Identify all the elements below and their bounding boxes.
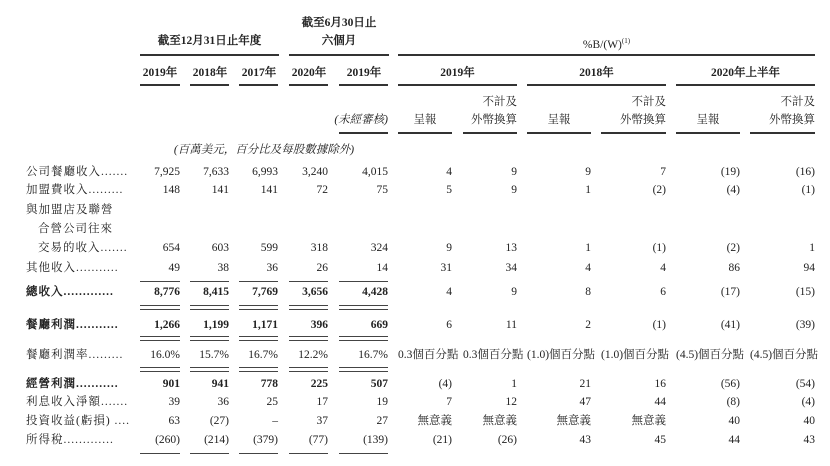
pct-change-cell: (1): [801, 184, 815, 196]
pct-subgroup-2018: 2018年: [579, 67, 614, 79]
pct-change-cell: (56): [720, 378, 740, 390]
pct-change-cell: (26): [497, 434, 517, 446]
double-rule: [140, 305, 180, 310]
value-cell: 324: [370, 242, 388, 254]
pct-change-cell: 1: [511, 378, 517, 390]
pct-change-cell: 9: [511, 184, 517, 196]
value-cell: 148: [162, 184, 180, 196]
pct-change-cell: (4.5)個百分點: [750, 349, 819, 361]
pct-change-cell: 47: [579, 396, 591, 408]
value-cell: –: [272, 415, 278, 427]
pct-change-cell: (4.5)個百分點: [676, 349, 745, 361]
pct-change-cell: 21: [579, 378, 591, 390]
pct-change-cell: (1.0)個百分點: [527, 349, 596, 361]
rule: [239, 281, 278, 282]
row-label: 與加盟店及聯營: [26, 204, 114, 216]
double-rule: [190, 367, 229, 372]
value-cell: 36: [217, 396, 229, 408]
value-cell: 16.0%: [150, 349, 180, 361]
col-header-2020h1: 2020年: [291, 67, 327, 79]
value-cell: 14: [376, 262, 388, 274]
pct-change-cell: 45: [654, 434, 666, 446]
value-cell: 27: [376, 415, 388, 427]
half-year-group-header-line1: 截至6月30日止: [301, 17, 377, 29]
pct-change-cell: 4: [660, 262, 666, 274]
rule: [676, 132, 740, 134]
pct-change-cell: 4: [585, 262, 591, 274]
double-rule: [239, 336, 278, 341]
sub-exfx-l1: 不計及: [631, 96, 666, 108]
rule: [527, 132, 591, 134]
sub-reported: 呈報: [547, 114, 571, 126]
row-label: 經營利潤...........: [26, 378, 119, 390]
units-note: (百萬美元，百分比及每股數據除外): [173, 144, 355, 156]
pct-change-cell: 40: [803, 415, 815, 427]
value-cell: 941: [211, 378, 229, 390]
pct-change-cell: 94: [803, 262, 815, 274]
value-cell: (379): [253, 434, 278, 446]
row-label: 加盟費收入.........: [26, 184, 124, 196]
value-cell: 4,428: [362, 286, 388, 298]
value-cell: 7,769: [252, 286, 278, 298]
rule: [463, 132, 517, 134]
pct-change-cell: 無意義: [556, 415, 591, 427]
rule: [398, 84, 517, 86]
pct-change-cell: (54): [795, 378, 815, 390]
rule: [750, 132, 815, 134]
pct-change-cell: 7: [660, 166, 666, 178]
value-cell: 16.7%: [358, 349, 388, 361]
pct-change-cell: (1): [652, 319, 666, 331]
pct-subgroup-2019: 2019年: [440, 67, 475, 79]
pct-change-cell: (4): [726, 184, 740, 196]
value-cell: 396: [310, 319, 328, 331]
rule: [398, 54, 815, 56]
pct-change-cell: 無意義: [417, 415, 452, 427]
half-year-group-header-line2: 六個月: [321, 35, 357, 47]
pct-change-cell: (41): [720, 319, 740, 331]
sub-exfx-l2: 外幣換算: [769, 114, 815, 126]
double-rule: [289, 367, 328, 372]
value-cell: 225: [310, 378, 328, 390]
unaudited-note: (未經審核): [334, 114, 388, 126]
rule: [140, 281, 180, 282]
pct-change-cell: 43: [579, 434, 591, 446]
value-cell: 1,199: [203, 319, 229, 331]
value-cell: (27): [209, 415, 229, 427]
value-cell: 72: [316, 184, 328, 196]
col-header-2018: 2018年: [192, 67, 228, 79]
pct-change-cell: 4: [446, 286, 452, 298]
double-rule: [339, 367, 388, 372]
pct-change-cell: (1.0)個百分點: [601, 349, 670, 361]
double-rule: [289, 305, 328, 310]
double-rule: [190, 305, 229, 310]
value-cell: 778: [260, 378, 278, 390]
row-label: 餐廳利潤率.........: [26, 349, 124, 361]
value-cell: 75: [376, 184, 388, 196]
value-cell: 669: [370, 319, 388, 331]
rule: [190, 453, 229, 454]
pct-change-cell: 44: [654, 396, 666, 408]
pct-change-cell: 9: [511, 166, 517, 178]
value-cell: 49: [168, 262, 180, 274]
pct-change-cell: 1: [585, 184, 591, 196]
value-cell: 599: [260, 242, 278, 254]
value-cell: 39: [168, 396, 180, 408]
rule: [339, 453, 388, 454]
pct-better-worse-header: $\%B/(W)^{(1)}$: [582, 37, 631, 51]
pct-change-cell: 12: [505, 396, 517, 408]
rule: [289, 84, 328, 86]
sub-exfx-l2: 外幣換算: [620, 114, 666, 126]
value-cell: 6,993: [252, 166, 278, 178]
pct-change-cell: 無意義: [631, 415, 666, 427]
sub-exfx-l1: 不計及: [780, 96, 815, 108]
value-cell: 8,415: [203, 286, 229, 298]
double-rule: [239, 367, 278, 372]
pct-change-cell: 1: [585, 242, 591, 254]
rule: [398, 132, 452, 134]
rule: [140, 84, 180, 86]
rule: [289, 453, 328, 454]
value-cell: (260): [155, 434, 180, 446]
rule: [676, 84, 815, 86]
pct-change-cell: 43: [803, 434, 815, 446]
value-cell: 16.7%: [248, 349, 278, 361]
pct-change-cell: 9: [446, 242, 452, 254]
rule: [601, 132, 666, 134]
value-cell: 7,925: [154, 166, 180, 178]
pct-change-cell: 1: [809, 242, 815, 254]
pct-change-cell: (17): [720, 286, 740, 298]
value-cell: (214): [204, 434, 229, 446]
double-rule: [190, 336, 229, 341]
pct-change-cell: 40: [728, 415, 740, 427]
value-cell: 25: [266, 396, 278, 408]
value-cell: 654: [162, 242, 180, 254]
pct-change-cell: (19): [720, 166, 740, 178]
value-cell: 15.7%: [199, 349, 229, 361]
pct-change-cell: 6: [660, 286, 666, 298]
col-header-2017: 2017年: [241, 67, 277, 79]
row-label: 利息收入淨額.......: [26, 396, 129, 408]
value-cell: (77): [308, 434, 328, 446]
col-header-2019h1: 2019年: [346, 67, 382, 79]
rule: [140, 453, 180, 454]
sub-reported: 呈報: [696, 114, 720, 126]
pct-change-cell: 6: [446, 319, 452, 331]
value-cell: 8,776: [154, 286, 180, 298]
rule: [289, 54, 389, 56]
value-cell: 38: [217, 262, 229, 274]
value-cell: 4,015: [362, 166, 388, 178]
pct-change-cell: 7: [446, 396, 452, 408]
value-cell: 507: [370, 378, 388, 390]
value-cell: 141: [211, 184, 229, 196]
rule: [339, 132, 388, 134]
pct-change-cell: (4): [801, 396, 815, 408]
double-rule: [339, 336, 388, 341]
pct-change-cell: 11: [505, 319, 517, 331]
pct-change-cell: 16: [654, 378, 666, 390]
pct-change-cell: 無意義: [482, 415, 517, 427]
pct-change-cell: 4: [446, 166, 452, 178]
rule: [339, 281, 388, 282]
value-cell: 1,171: [252, 319, 278, 331]
rule: [527, 84, 666, 86]
double-rule: [289, 336, 328, 341]
pct-change-cell: (1): [652, 242, 666, 254]
pct-change-cell: (15): [795, 286, 815, 298]
value-cell: (139): [363, 434, 388, 446]
rule: [190, 84, 229, 86]
row-label: 餐廳利潤...........: [26, 319, 119, 331]
rule: [289, 281, 328, 282]
pct-change-cell: 2: [585, 319, 591, 331]
rule: [239, 84, 278, 86]
pct-change-cell: (4): [438, 378, 452, 390]
row-label: 其他收入...........: [26, 262, 119, 274]
sub-reported: 呈報: [413, 114, 437, 126]
pct-change-cell: 9: [511, 286, 517, 298]
pct-change-cell: 86: [728, 262, 740, 274]
pct-change-cell: 0.3個百分點: [463, 349, 524, 361]
value-cell: 17: [316, 396, 328, 408]
pct-change-cell: (21): [432, 434, 452, 446]
value-cell: 141: [260, 184, 278, 196]
pct-change-cell: 34: [505, 262, 517, 274]
rule: [140, 54, 279, 56]
value-cell: 3,656: [302, 286, 328, 298]
pct-change-cell: 8: [585, 286, 591, 298]
row-label: 公司餐廳收入.......: [26, 166, 129, 178]
pct-change-cell: 44: [728, 434, 740, 446]
value-cell: 12.2%: [298, 349, 328, 361]
row-label: 合營公司往來: [38, 223, 113, 235]
value-cell: 37: [316, 415, 328, 427]
double-rule: [239, 305, 278, 310]
row-label: 交易的收入.......: [38, 242, 128, 254]
pct-change-cell: (39): [795, 319, 815, 331]
double-rule: [140, 336, 180, 341]
value-cell: 318: [310, 242, 328, 254]
fiscal-year-group-header: 截至12月31日止年度: [157, 35, 262, 47]
double-rule: [140, 367, 180, 372]
col-header-2019: 2019年: [142, 67, 178, 79]
pct-change-cell: (16): [795, 166, 815, 178]
row-label: 投資收益(虧損) ....: [26, 415, 131, 427]
double-rule: [339, 305, 388, 310]
pct-change-cell: (8): [726, 396, 740, 408]
pct-change-cell: 13: [505, 242, 517, 254]
value-cell: 901: [162, 378, 180, 390]
value-cell: 1,266: [154, 319, 180, 331]
value-cell: 603: [211, 242, 229, 254]
pct-change-cell: (2): [652, 184, 666, 196]
pct-change-cell: 0.3個百分點: [398, 349, 459, 361]
sub-exfx-l1: 不計及: [482, 96, 517, 108]
sub-exfx-l2: 外幣換算: [471, 114, 517, 126]
pct-subgroup-2020h1: 2020年上半年: [711, 67, 780, 79]
rule: [339, 84, 388, 86]
pct-change-cell: 5: [446, 184, 452, 196]
value-cell: 19: [376, 396, 388, 408]
row-label: 所得稅.............: [26, 434, 114, 446]
pct-change-cell: (2): [726, 242, 740, 254]
value-cell: 26: [316, 262, 328, 274]
rule: [239, 453, 278, 454]
pct-change-cell: 31: [440, 262, 452, 274]
pct-change-cell: 9: [585, 166, 591, 178]
row-label: 總收入.............: [26, 286, 114, 298]
value-cell: 36: [266, 262, 278, 274]
rule: [190, 281, 229, 282]
value-cell: 7,633: [203, 166, 229, 178]
value-cell: 63: [168, 415, 180, 427]
value-cell: 3,240: [302, 166, 328, 178]
